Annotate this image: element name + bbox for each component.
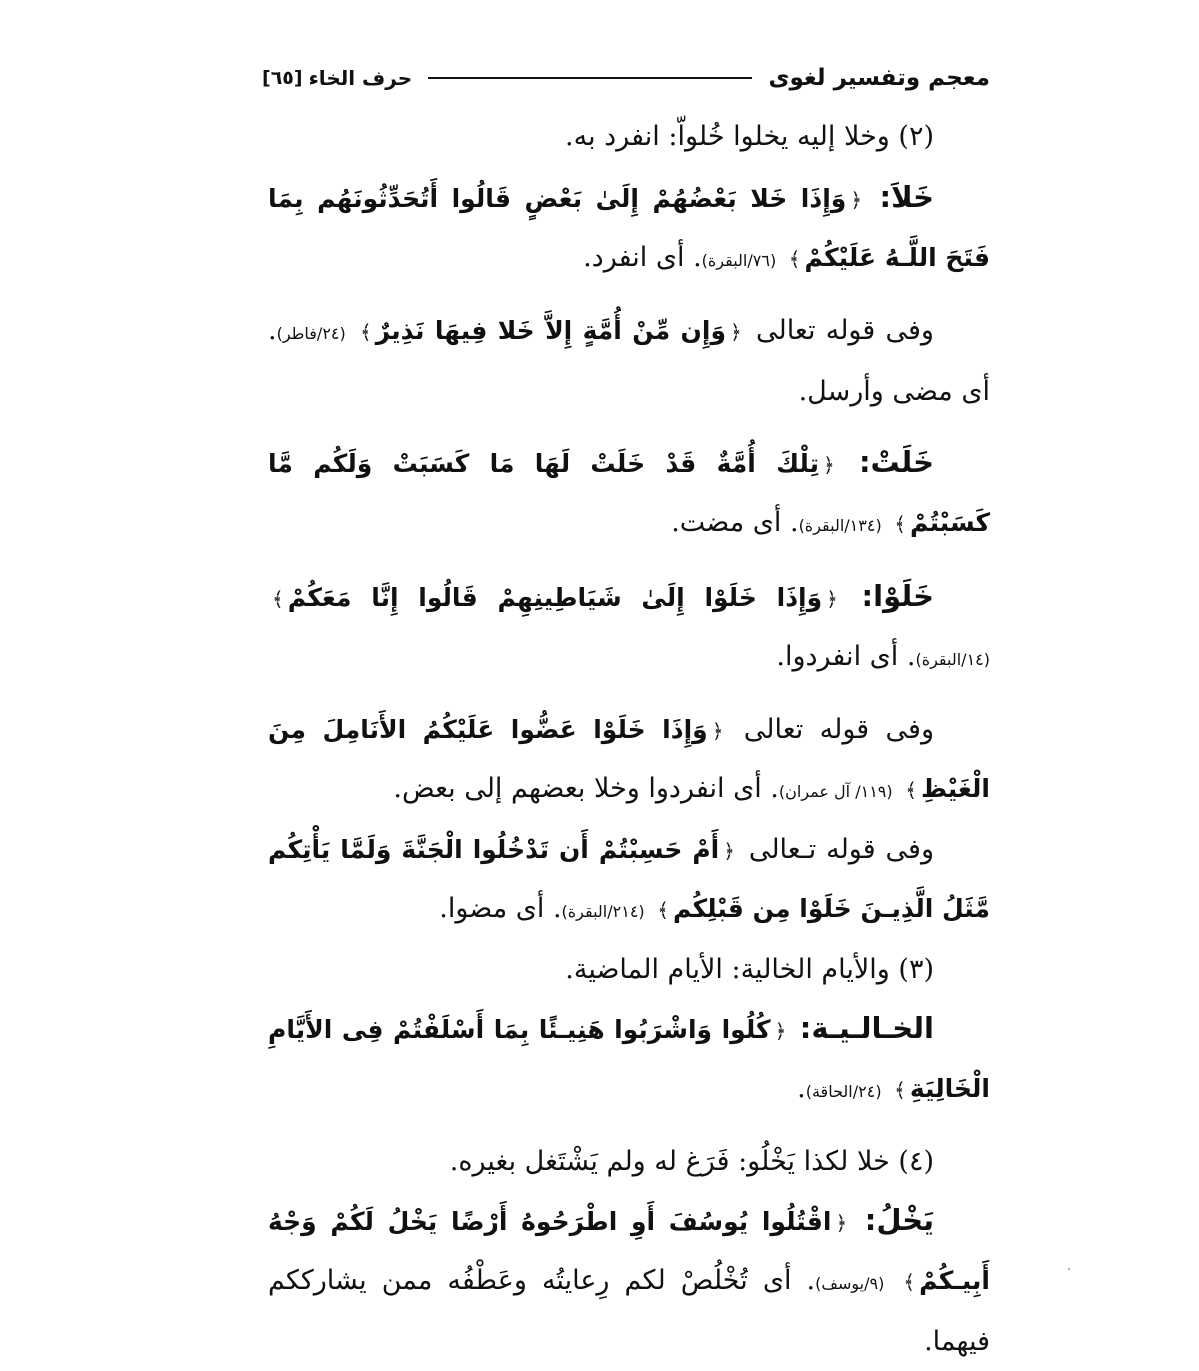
gloss-text: . أى انفرد. <box>583 242 702 273</box>
lead-text: وفى قوله تعالى <box>743 714 934 745</box>
head-word: الخـالـيـة: <box>799 1011 934 1045</box>
head-word: خَلاَ: <box>879 180 935 214</box>
head-word: يَخْلُ: <box>864 1203 934 1237</box>
definition-text: وخلا إليه يخلوا خُلواّ: انفرد به. <box>565 121 890 152</box>
ornament-close-icon: ﴾ <box>272 587 284 611</box>
page-number: [٦٥] <box>262 67 303 89</box>
gloss-text: . أى انفردوا. <box>776 641 916 672</box>
example-yakhlu <box>268 1191 990 1371</box>
entry-3 <box>268 941 990 999</box>
verse-reference: (٩/يوسف) <box>815 1274 885 1293</box>
ornament-close-icon: ﴾ <box>360 320 372 344</box>
gloss-text: . أى مضى وأرسل. <box>268 315 990 407</box>
quran-verse: وَإِذَا خَلا بَعْضُهُمْ إِلَىٰ بَعْضٍ قَالُوا أَتُحَدِّثُونَهُم بِمَا فَتَحَ اللَّـهُ عَلَيْكُمْ <box>268 184 990 272</box>
ornament-open-icon: ﴿ <box>774 1019 787 1043</box>
quran-verse: وَإِن مِّنْ أُمَّةٍ إِلاَّ خَلا فِيهَا نَذِيرٌ <box>375 316 726 345</box>
verse-reference: (٢١٤/البقرة) <box>561 902 645 921</box>
section-label <box>262 66 412 90</box>
example-khaliya <box>268 999 990 1121</box>
ornament-close-icon: ﴾ <box>788 247 801 271</box>
ornament-open-icon: ﴿ <box>730 320 742 344</box>
book-title: معجم وتفسير لغوى <box>768 65 990 91</box>
ornament-close-icon: ﴾ <box>905 778 917 802</box>
entry-4 <box>268 1133 990 1191</box>
page-body <box>268 108 990 1371</box>
gloss-text: . أى تُخْلُصْ لكم رِعايتُه وعَطْفُه ممن يشارككم فيهما. <box>268 1265 990 1357</box>
verse-reference: (١١٩/ آل عمران) <box>778 782 893 801</box>
definition-text: والأيام الخالية: الأيام الماضية. <box>565 954 890 985</box>
example-khala <box>268 168 990 290</box>
section-name: حرف الخاء <box>308 66 413 90</box>
example-khalat <box>268 433 990 555</box>
ornament-close-icon: ﴾ <box>894 1078 906 1102</box>
gloss-text: . <box>797 1073 806 1104</box>
ornament-close-icon: ﴾ <box>894 512 906 536</box>
ornament-open-icon: ﴿ <box>823 453 835 477</box>
entry-number: (٢) <box>898 121 934 152</box>
lead-text: وفى قوله تعالى <box>755 315 934 346</box>
ornament-open-icon: ﴿ <box>835 1211 848 1235</box>
ornament-close-icon: ﴾ <box>657 898 669 922</box>
quran-verse: وَإِذَا خَلَوْا عَضُّوا عَلَيْكُمُ الأَنَامِلَ مِنَ الْغَيْظِ <box>268 715 990 803</box>
example-qawlihi-1 <box>268 302 990 421</box>
head-word: خَلَوْا: <box>861 579 934 613</box>
quran-verse: أَمْ حَسِبْتُمْ أَن تَدْخُلُوا الْجَنَّةَ وَلَمَّا يَأْتِكُم مَّثَلُ الَّذِيـنَ خَلَوْا مِن قَبْلِكُم <box>268 835 990 923</box>
example-qawlihi-2 <box>268 701 990 821</box>
ornament-open-icon: ﴿ <box>723 839 735 863</box>
entry-number: (٤) <box>898 1146 934 1177</box>
running-header <box>262 58 990 98</box>
verse-reference: (٢٤/الحاقة) <box>805 1082 882 1101</box>
verse-reference: (١٣٤/البقرة) <box>798 516 882 535</box>
entry-number: (٣) <box>898 954 934 985</box>
entry-2 <box>268 108 990 166</box>
quran-verse: اقْتُلُوا يُوسُفَ أَوِ اطْرَحُوهُ أَرْضًا يَخْلُ لَكُمْ وَجْهُ أَبِيـكُمْ <box>268 1207 990 1295</box>
ornament-open-icon: ﴿ <box>711 719 724 743</box>
gloss-text: . أى مضت. <box>671 507 799 538</box>
gloss-text: . أى انفردوا وخلا بعضهم إلى بعض. <box>393 773 779 804</box>
scan-speck <box>1068 1268 1070 1270</box>
gloss-text: . أى مضوا. <box>439 893 562 924</box>
ornament-open-icon: ﴿ <box>850 188 863 212</box>
verse-reference: (١٤/البقرة) <box>915 650 990 669</box>
example-qawlihi-3 <box>268 821 990 941</box>
ornament-close-icon: ﴾ <box>903 1270 916 1294</box>
verse-reference: (٧٦/البقرة) <box>701 251 777 270</box>
quran-verse: تِلْكَ أُمَّةٌ قَدْ خَلَتْ لَهَا مَا كَسَبَتْ وَلَكُم مَّا كَسَبْتُمْ <box>268 449 990 537</box>
verse-reference: (٢٤/فاطر) <box>276 324 346 343</box>
ornament-open-icon: ﴿ <box>826 587 838 611</box>
example-khalaw <box>268 567 990 689</box>
head-word: خَلَتْ: <box>858 445 934 479</box>
quran-verse: وَإِذَا خَلَوْا إِلَىٰ شَيَاطِينِهِمْ قَالُوا إِنَّا مَعَكُمْ <box>287 583 823 612</box>
definition-text: خلا لكذا يَخْلُو: فَرَغ له ولم يَشْتَغل بغيره. <box>449 1146 890 1177</box>
quran-verse: كُلُوا وَاشْرَبُوا هَنِيـئًا بِمَا أَسْلَفْتُمْ فِى الأَيَّامِ الْخَالِيَةِ <box>268 1015 990 1103</box>
header-rule <box>428 77 752 79</box>
lead-text: وفى قوله تـعالى <box>748 834 934 865</box>
